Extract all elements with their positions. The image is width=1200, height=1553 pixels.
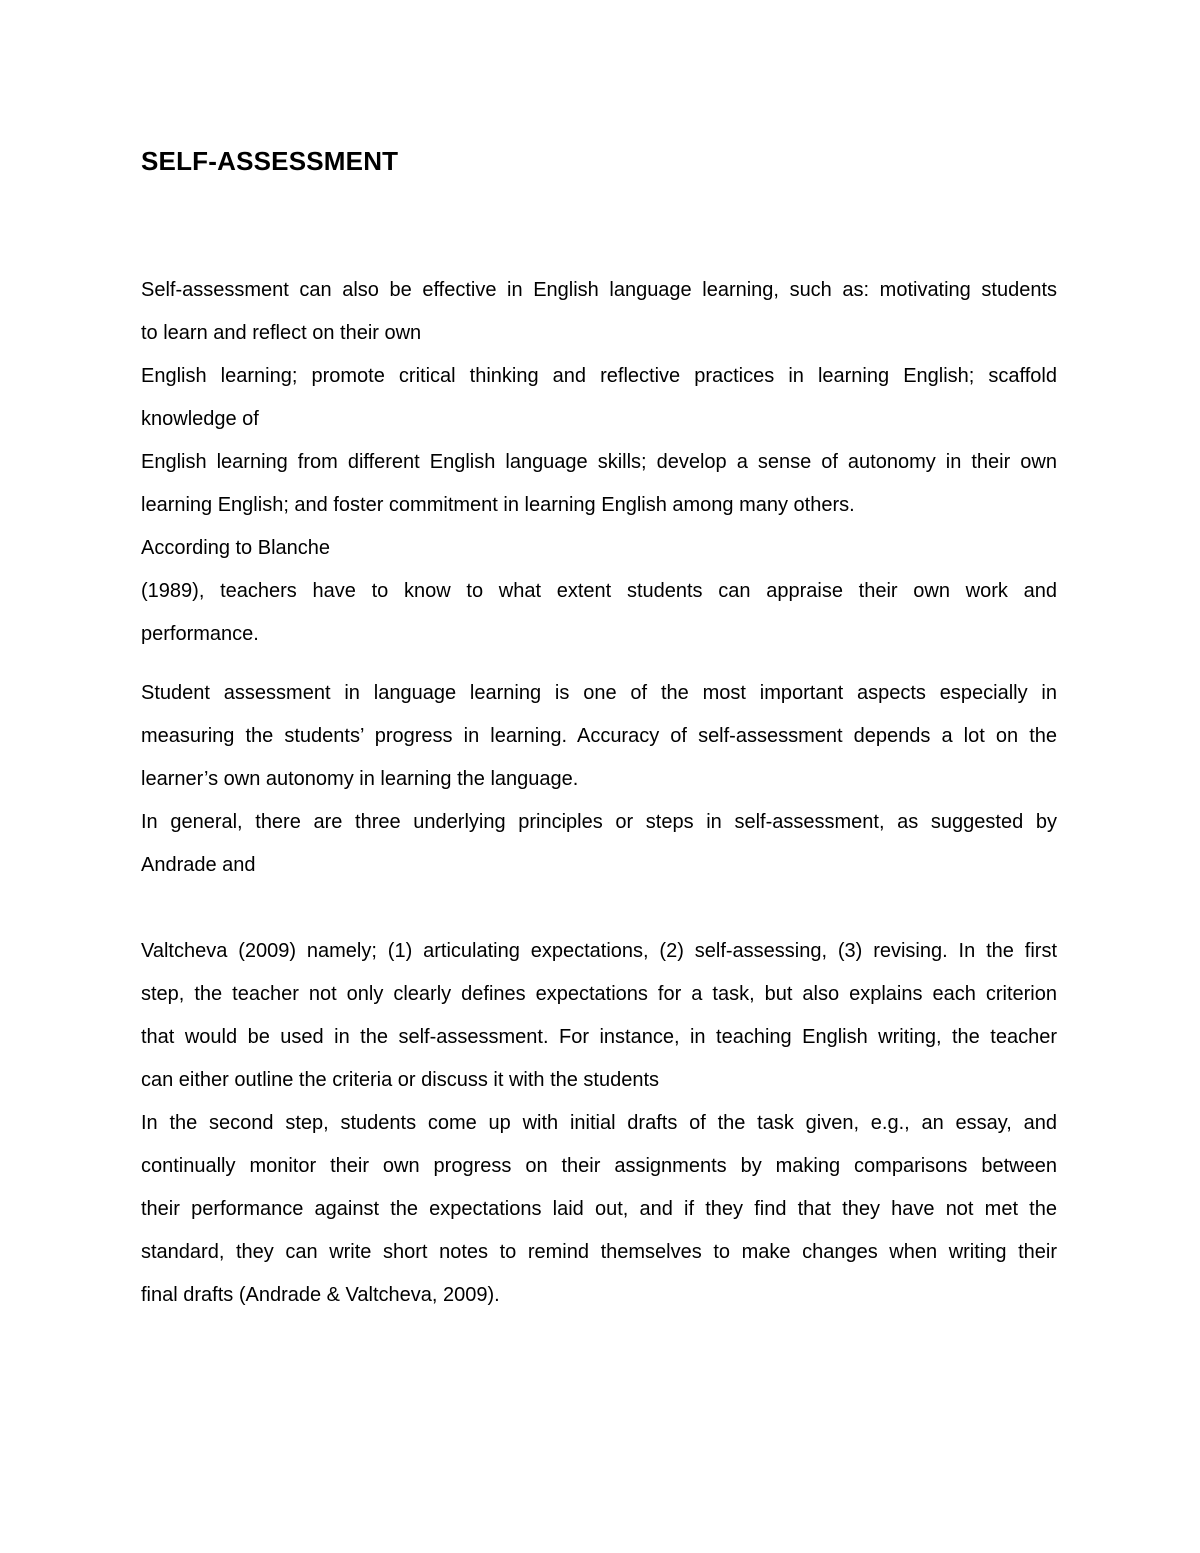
text-line: measuring the students’ progress in learning. Accuracy of self-assessment depends a lot on the xyxy=(141,725,1057,747)
text-line: Student assessment in language learning is one of the most important aspects especially in xyxy=(141,682,1057,704)
text-line: According to Blanche xyxy=(141,537,331,559)
text-line: learning English; and foster commitment in learning English among many others. xyxy=(141,494,855,516)
text-line: to learn and reflect on their own xyxy=(141,322,422,344)
text-line: knowledge of xyxy=(141,408,259,430)
text-line: learner’s own autonomy in learning the language. xyxy=(141,768,579,790)
text-line: standard, they can write short notes to remind themselves to make changes when writing their xyxy=(141,1241,1057,1263)
document-title: SELF-ASSESSMENT xyxy=(141,146,399,176)
text-line: final drafts (Andrade & Valtcheva, 2009). xyxy=(141,1284,500,1306)
text-line: Andrade and xyxy=(141,854,256,876)
text-line: continually monitor their own progress on their assignments by making comparisons between xyxy=(141,1155,1057,1177)
text-line: In general, there are three underlying principles or steps in self-assessment, as suggested by xyxy=(141,811,1057,833)
text-line: Valtcheva (2009) namely; (1) articulating expectations, (2) self-assessing, (3) revising. In the first xyxy=(141,940,1057,962)
text-line: In the second step, students come up with initial drafts of the task given, e.g., an essay, and xyxy=(141,1112,1057,1134)
text-line: that would be used in the self-assessment. For instance, in teaching English writing, the teacher xyxy=(141,1026,1057,1048)
text-line: (1989), teachers have to know to what extent students can appraise their own work and xyxy=(141,580,1057,602)
text-line: English learning; promote critical thinking and reflective practices in learning English; scaffold xyxy=(141,365,1057,387)
text-line: can either outline the criteria or discuss it with the students xyxy=(141,1069,660,1091)
text-line: their performance against the expectations laid out, and if they find that they have not met the xyxy=(141,1198,1057,1220)
text-line: performance. xyxy=(141,623,259,645)
text-line: step, the teacher not only clearly defines expectations for a task, but also explains each criterion xyxy=(141,983,1057,1005)
text-line: Self-assessment can also be effective in English language learning, such as: motivating students xyxy=(141,279,1057,301)
text-line: English learning from different English language skills; develop a sense of autonomy in their own xyxy=(141,451,1057,473)
